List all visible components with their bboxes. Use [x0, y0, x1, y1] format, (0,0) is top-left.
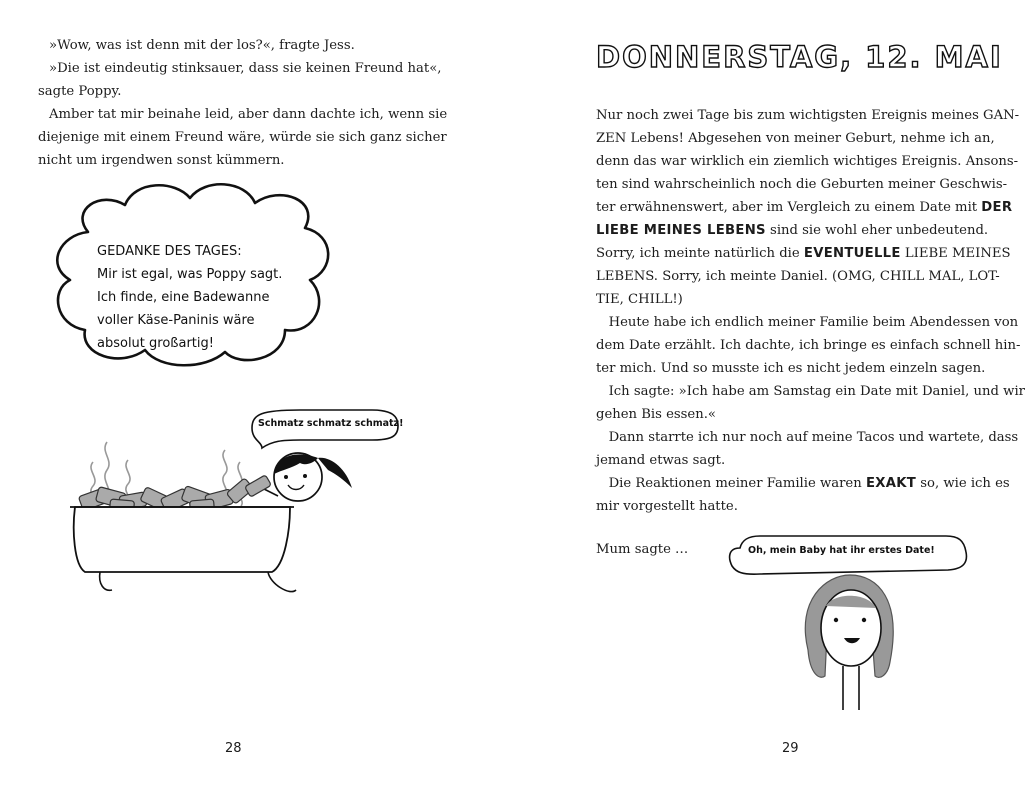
text-span: ter mich. Und so musste ich es nicht jedem einzeln sagen.: [596, 361, 986, 376]
text-span: ZEN Lebens! Abgesehen von meiner Geburt, nehme ich an,: [596, 131, 995, 146]
handwritten-emphasis: LIEBE MEINES LEBENS: [596, 223, 766, 238]
text-span: Sorry, ich meinte natürlich die: [596, 246, 804, 261]
text-span: ten sind wahrscheinlich noch die Geburten meiner Geschwis-: [596, 177, 1008, 192]
chapter-heading: DONNERSTAG, 12. MAI: [596, 40, 1003, 74]
text-span: denn das war wirklich ein ziemlich wichtiges Ereignis. Ansons-: [596, 154, 1019, 169]
thought-line: Ich finde, eine Badewanne: [97, 290, 270, 305]
text-span: Dann starrte ich nur noch auf meine Tacos und wartete, dass: [596, 430, 1019, 445]
page-number: 28: [225, 741, 242, 756]
speech-bubble-text: Schmatz schmatz schmatz!: [258, 418, 404, 429]
paragraph-line: sagte Poppy.: [38, 84, 122, 99]
caption-text: Mum sagte …: [596, 542, 689, 557]
paragraph-line: »Wow, was ist denn mit der los?«, fragte Jess.: [49, 38, 355, 53]
text-span: gehen Bis essen.«: [596, 407, 716, 422]
text-span: so, wie ich es: [916, 476, 1010, 491]
text-span: jemand etwas sagt.: [596, 453, 726, 468]
thought-line: Mir ist egal, was Poppy sagt.: [97, 267, 283, 282]
text-span: Nur noch zwei Tage bis zum wichtigsten Ereignis meines GAN-: [596, 108, 1020, 123]
text-span: mir vorgestellt hatte.: [596, 499, 738, 514]
handwritten-emphasis: EXAKT: [865, 476, 917, 491]
text-span: dem Date erzählt. Ich dachte, ich bringe es einfach schnell hin-: [596, 338, 1021, 353]
speech-bubble-text: Oh, mein Baby hat ihr erstes Date!: [748, 545, 935, 556]
text-span: LEBENS. Sorry, ich meinte Daniel. (OMG, CHILL MAL, LOT-: [596, 269, 1000, 284]
text-span: LIEBE MEINES: [900, 246, 1011, 261]
thought-title: GEDANKE DES TAGES:: [97, 244, 242, 259]
text-span: TIE, CHILL!): [596, 292, 683, 307]
paragraph-line: »Die ist eindeutig stinksauer, dass sie keinen Freund hat«,: [49, 61, 442, 76]
page-number: 29: [782, 741, 799, 756]
thought-line: voller Käse-Paninis wäre: [97, 313, 255, 328]
thought-line: absolut großartig!: [97, 336, 214, 351]
text-span: Die Reaktionen meiner Familie waren: [596, 476, 866, 491]
text-span: ter erwähnenswert, aber im Vergleich zu einem Date mit: [596, 200, 982, 215]
handwritten-emphasis: DER: [981, 200, 1013, 215]
handwritten-emphasis: EVENTUELLE: [803, 246, 901, 261]
text-span: Heute habe ich endlich meiner Familie beim Abendessen von: [596, 315, 1019, 330]
text-span: sind sie wohl eher unbedeutend.: [765, 223, 989, 238]
paragraph-line: nicht um irgendwen sonst kümmern.: [38, 153, 285, 168]
text-span: Ich sagte: »Ich habe am Samstag ein Date mit Daniel, und wir: [596, 384, 1025, 399]
paragraph-line: diejenige mit einem Freund wäre, würde sie sich ganz sicher: [38, 130, 447, 145]
paragraph-line: Amber tat mir beinahe leid, aber dann dachte ich, wenn sie: [49, 107, 448, 122]
